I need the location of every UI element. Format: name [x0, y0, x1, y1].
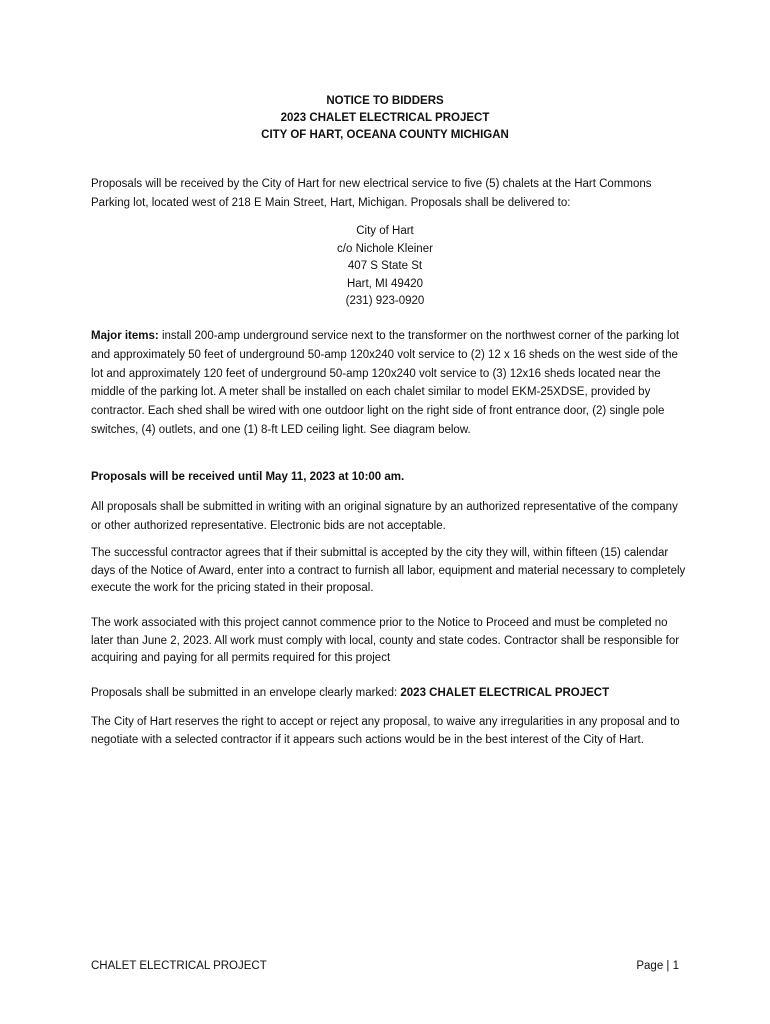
schedule-paragraph: The work associated with this project cannot commence prior to the Notice to Proceed and must be completed no later than June 2, 2023. All work must comply with local, county and state codes. Contractor shall be responsible for acquiring and paying for all permits required for this project	[91, 617, 680, 664]
major-items-text: install 200-amp underground service next to the transformer on the northwest corner of the parking lot and approximately 50 feet of underground 50-amp 120x240 volt service to (2) 12 x 16 sheds on the west side of the lot and approximately 120 feet of underground 50-amp 120x240 volt service to (3) 12x16 sheds located near the middle of the parking lot. A meter shall be installed on each chalet similar to model EKM-25XDSE, provided by contractor. Each shed shall be wired with one outdoor light on the right side of front entrance door, (2) single pole switches, (4) outlets, and one (1) 8-ft LED ceiling light. See diagram below.	[91, 330, 680, 436]
notice-header	[0, 93, 770, 144]
address-line: c/o Nichole Kleiner	[337, 242, 433, 255]
page-number: Page | 1	[636, 960, 679, 972]
address-line: City of Hart	[356, 225, 414, 237]
address-line: Hart, MI 49420	[346, 277, 424, 290]
envelope-text: Proposals shall be submitted in an envelope clearly marked:	[91, 687, 401, 699]
envelope-marking: 2023 CHALET ELECTRICAL PROJECT	[400, 687, 610, 699]
header-title: NOTICE TO BIDDERS	[326, 95, 444, 107]
header-location: CITY OF HART, OCEANA COUNTY MICHIGAN	[261, 129, 509, 141]
address-phone: (231) 923-0920	[345, 295, 425, 307]
intro-paragraph: Proposals will be received by the City of Hart for new electrical service to five (5) chalets at the Hart Commons Parking lot, located west of 218 E Main Street, Hart, Michigan. Proposals shall be delivered to:	[91, 178, 652, 209]
award-paragraph: The successful contractor agrees that if their submittal is accepted by the city they will, within fifteen (15) calendar days of the Notice of Award, enter into a contract to furnish all labor, equipment and material necessary to completely execute the work for the pricing stated in their proposal.	[91, 547, 686, 594]
submission-paragraph: All proposals shall be submitted in writing with an original signature by an authorized representative of the company or other authorized representative. Electronic bids are not acceptable.	[91, 501, 678, 532]
major-items-paragraph	[91, 327, 686, 440]
deadline-paragraph: Proposals will be received until May 11, 2023 at 10:00 am.	[91, 471, 405, 483]
envelope-paragraph	[91, 684, 686, 703]
address-line: 407 S State St	[347, 260, 423, 272]
header-project: 2023 CHALET ELECTRICAL PROJECT	[280, 112, 490, 124]
major-items-label: Major items:	[91, 330, 159, 342]
delivery-address	[0, 223, 770, 311]
footer-title: CHALET ELECTRICAL PROJECT	[91, 960, 267, 972]
reservation-paragraph: The City of Hart reserves the right to accept or reject any proposal, to waive any irregularities in any proposal and to negotiate with a selected contractor if it appears such actions would be in the best interest of the City of Hart.	[91, 716, 680, 746]
